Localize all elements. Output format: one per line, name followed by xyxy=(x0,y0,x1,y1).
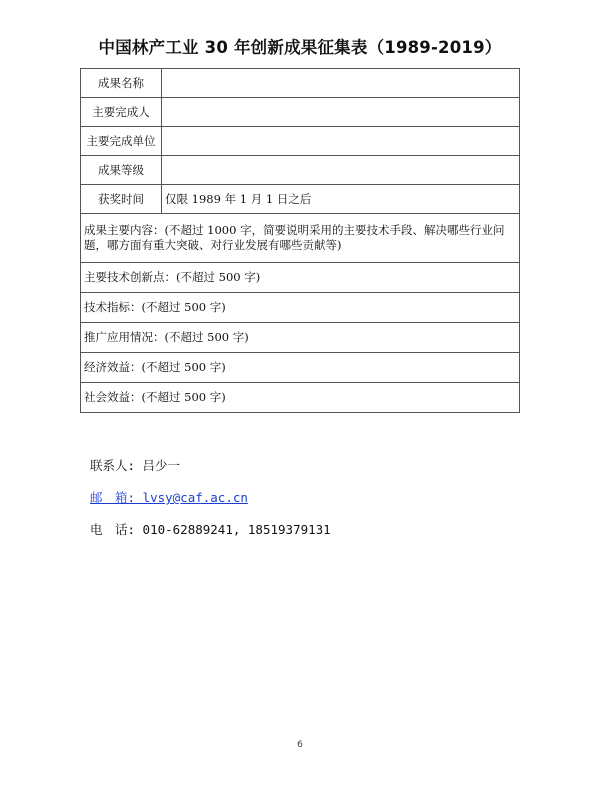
completers-label: 主要完成人 xyxy=(81,98,162,127)
form-row-economic xyxy=(81,353,520,383)
form-row-level xyxy=(81,156,520,185)
application-field[interactable]: 推广应用情况：(不超过 500 字) xyxy=(81,323,520,353)
contact-person: 联系人: 吕少一 xyxy=(90,458,181,473)
form-row-application xyxy=(81,323,520,353)
economic-field[interactable]: 经济效益：(不超过 500 字) xyxy=(81,353,520,383)
form-row-innovation xyxy=(81,263,520,293)
contact-info xyxy=(90,456,331,552)
contact-email-link[interactable]: 邮 箱: lvsy@caf.ac.cn xyxy=(90,490,248,505)
form-row-tech-indicators xyxy=(81,293,520,323)
award-time-label: 获奖时间 xyxy=(81,185,162,214)
level-label: 成果等级 xyxy=(81,156,162,185)
completers-field[interactable] xyxy=(162,98,520,127)
units-field[interactable] xyxy=(162,127,520,156)
page-title: 中国林产工业 30 年创新成果征集表（1989-2019） xyxy=(98,38,502,57)
form-row-completers xyxy=(81,98,520,127)
contact-phone: 电 话: 010-62889241, 18519379131 xyxy=(90,522,331,537)
main-content-field[interactable]: 成果主要内容：(不超过 1000 字，简要说明采用的主要技术手段、解决哪些行业问题，哪方面有重大突破、对行业发展有哪些贡献等) xyxy=(81,214,520,263)
award-time-field[interactable]: 仅限 1989 年 1 月 1 日之后 xyxy=(162,185,520,214)
name-field[interactable] xyxy=(162,69,520,98)
form-row-social xyxy=(81,383,520,413)
form-row-name xyxy=(81,69,520,98)
page-number: 6 xyxy=(297,740,303,750)
innovation-field[interactable]: 主要技术创新点：(不超过 500 字) xyxy=(81,263,520,293)
form-row-main-content xyxy=(81,214,520,263)
units-label: 主要完成单位 xyxy=(81,127,162,156)
name-label: 成果名称 xyxy=(81,69,162,98)
tech-indicators-field[interactable]: 技术指标：(不超过 500 字) xyxy=(81,293,520,323)
submission-form-table xyxy=(80,68,520,413)
social-field[interactable]: 社会效益：(不超过 500 字) xyxy=(81,383,520,413)
form-row-award-time xyxy=(81,185,520,214)
form-row-units xyxy=(81,127,520,156)
level-field[interactable] xyxy=(162,156,520,185)
